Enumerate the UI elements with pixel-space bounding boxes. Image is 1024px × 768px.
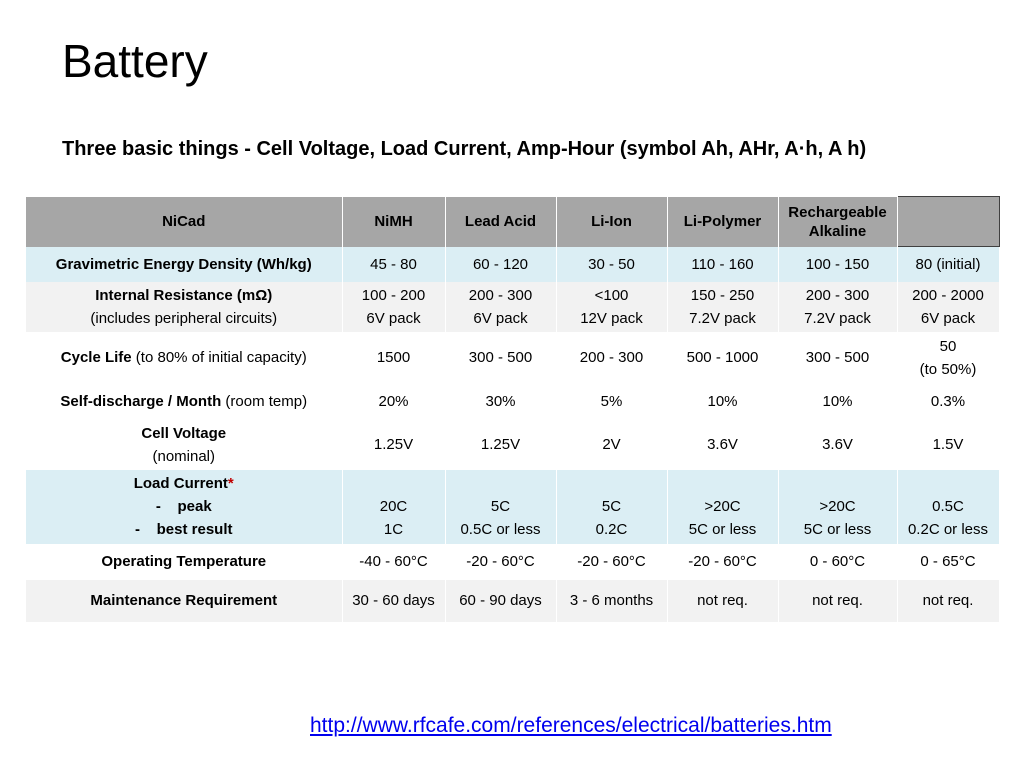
table-cell: -20 - 60°C (445, 544, 556, 580)
table-cell: 1.5V (897, 420, 999, 470)
table-cell: 20% (342, 384, 445, 420)
cell-line: 200 - 300 (468, 286, 533, 304)
cell-line: 12V pack (580, 309, 643, 327)
cell-line: 1C (383, 521, 404, 538)
battery-comparison-table (26, 196, 1000, 622)
header-lead-acid: Lead Acid (445, 197, 556, 247)
table-cell (342, 470, 445, 544)
cell-line: <100 (594, 286, 629, 304)
cell-line: >20C (704, 498, 741, 515)
row-label (26, 384, 342, 420)
cell-line: 5C (490, 498, 511, 515)
table-row-load-current (26, 470, 999, 544)
cell-line: 0.5C (932, 498, 964, 515)
cell-line: 5C or less (803, 521, 872, 538)
table-cell: 110 - 160 (667, 247, 778, 282)
table-cell: 3.6V (778, 420, 897, 470)
table-cell: 3 - 6 months (556, 580, 667, 622)
table-cell (667, 282, 778, 332)
table-cell: 1500 (342, 332, 445, 384)
cell-line: 150 - 250 (690, 286, 755, 304)
row-label (26, 420, 342, 470)
slide-title: Battery (62, 35, 208, 87)
table-row-energy-density (26, 247, 999, 282)
table-row-cycle-life (26, 332, 999, 384)
slide-subtitle: Three basic things - Cell Voltage, Load Current, Amp-Hour (symbol Ah, AHr, A·h, A h) (62, 138, 867, 160)
table-cell: -20 - 60°C (556, 544, 667, 580)
cell-line: 0.2C or less (907, 521, 989, 538)
row-label-text: Load Current (133, 475, 228, 492)
table-cell: 0 - 60°C (778, 544, 897, 580)
table-cell (667, 470, 778, 544)
row-label-main: Self-discharge / Month (60, 393, 222, 410)
table-cell: 60 - 90 days (445, 580, 556, 622)
row-sublabel-peak: - peak (155, 498, 212, 515)
table-cell: 3.6V (667, 420, 778, 470)
table-cell: 200 - 300 (556, 332, 667, 384)
table-cell: 60 - 120 (445, 247, 556, 282)
table-cell (897, 332, 999, 384)
header-empty (897, 197, 999, 247)
cell-line: 0.5C or less (460, 521, 541, 538)
table-row-maintenance (26, 580, 999, 622)
table-cell: 1.25V (342, 420, 445, 470)
row-label (26, 282, 342, 332)
table-cell: 10% (667, 384, 778, 420)
table-row-cell-voltage (26, 420, 999, 470)
table-row-self-discharge (26, 384, 999, 420)
row-label-note: (nominal) (152, 447, 216, 465)
cell-line: 7.2V pack (689, 309, 756, 327)
cell-line: 0.2C (595, 521, 628, 538)
table-cell: not req. (778, 580, 897, 622)
table-cell: 1.25V (445, 420, 556, 470)
table-cell: 100 - 150 (778, 247, 897, 282)
table-cell (897, 470, 999, 544)
table-cell (556, 470, 667, 544)
cell-line: 6V pack (473, 309, 528, 327)
cell-line: 20C (379, 498, 408, 515)
row-label-note: (includes peripheral circuits) (90, 309, 278, 327)
cell-line: 200 - 300 (805, 286, 870, 304)
table-cell (445, 470, 556, 544)
row-label-main: Internal Resistance (mΩ) (95, 286, 273, 304)
row-label-main (28, 472, 340, 495)
table-cell: 30 - 50 (556, 247, 667, 282)
cell-line: 50 (939, 337, 957, 355)
table-cell: 30% (445, 384, 556, 420)
table-cell: 80 (initial) (897, 247, 999, 282)
table-cell: -40 - 60°C (342, 544, 445, 580)
row-label: Gravimetric Energy Density (Wh/kg) (26, 247, 342, 282)
table-cell: 300 - 500 (778, 332, 897, 384)
table-cell: 30 - 60 days (342, 580, 445, 622)
header-nimh: NiMH (342, 197, 445, 247)
cell-line: 200 - 2000 (912, 286, 984, 304)
table-cell (778, 470, 897, 544)
cell-line: 6V pack (920, 309, 976, 327)
reference-link[interactable]: http://www.rfcafe.com/references/electrical/batteries.htm (310, 714, 832, 737)
header-rechargeable-alkaline: Rechargeable Alkaline (778, 197, 897, 247)
table-cell (445, 282, 556, 332)
row-label-main: Cycle Life (60, 349, 132, 366)
table-cell: not req. (897, 580, 999, 622)
cell-line: 7.2V pack (804, 309, 871, 327)
row-sublabel-best: - best result (134, 521, 233, 538)
row-label: Maintenance Requirement (26, 580, 342, 622)
table-cell (342, 282, 445, 332)
cell-line: 5C or less (688, 521, 757, 538)
table-row-internal-resistance (26, 282, 999, 332)
table-cell: 5% (556, 384, 667, 420)
cell-line: >20C (819, 498, 856, 515)
table-cell: 0.3% (897, 384, 999, 420)
table-cell: not req. (667, 580, 778, 622)
cell-line: (to 50%) (919, 360, 977, 378)
table-cell (556, 282, 667, 332)
row-label: Operating Temperature (26, 544, 342, 580)
table-cell: 500 - 1000 (667, 332, 778, 384)
table-cell: 0 - 65°C (897, 544, 999, 580)
footnote-star: * (227, 475, 234, 492)
header-li-ion: Li-Ion (556, 197, 667, 247)
cell-line: 6V pack (366, 309, 421, 327)
row-label (26, 332, 342, 384)
table-cell: 2V (556, 420, 667, 470)
header-li-polymer: Li-Polymer (667, 197, 778, 247)
row-label-note: (to 80% of initial capacity) (131, 349, 307, 366)
row-label-note: (room temp) (221, 393, 308, 410)
table-cell: -20 - 60°C (667, 544, 778, 580)
table-cell (897, 282, 999, 332)
row-label-main: Cell Voltage (141, 424, 227, 442)
row-label (26, 470, 342, 544)
table-cell: 300 - 500 (445, 332, 556, 384)
cell-line: 100 - 200 (361, 286, 426, 304)
table-cell (778, 282, 897, 332)
header-nicad: NiCad (26, 197, 342, 247)
table-header-row (26, 197, 999, 247)
table-cell: 10% (778, 384, 897, 420)
table-row-operating-temperature (26, 544, 999, 580)
cell-line: 5C (601, 498, 622, 515)
table-cell: 45 - 80 (342, 247, 445, 282)
